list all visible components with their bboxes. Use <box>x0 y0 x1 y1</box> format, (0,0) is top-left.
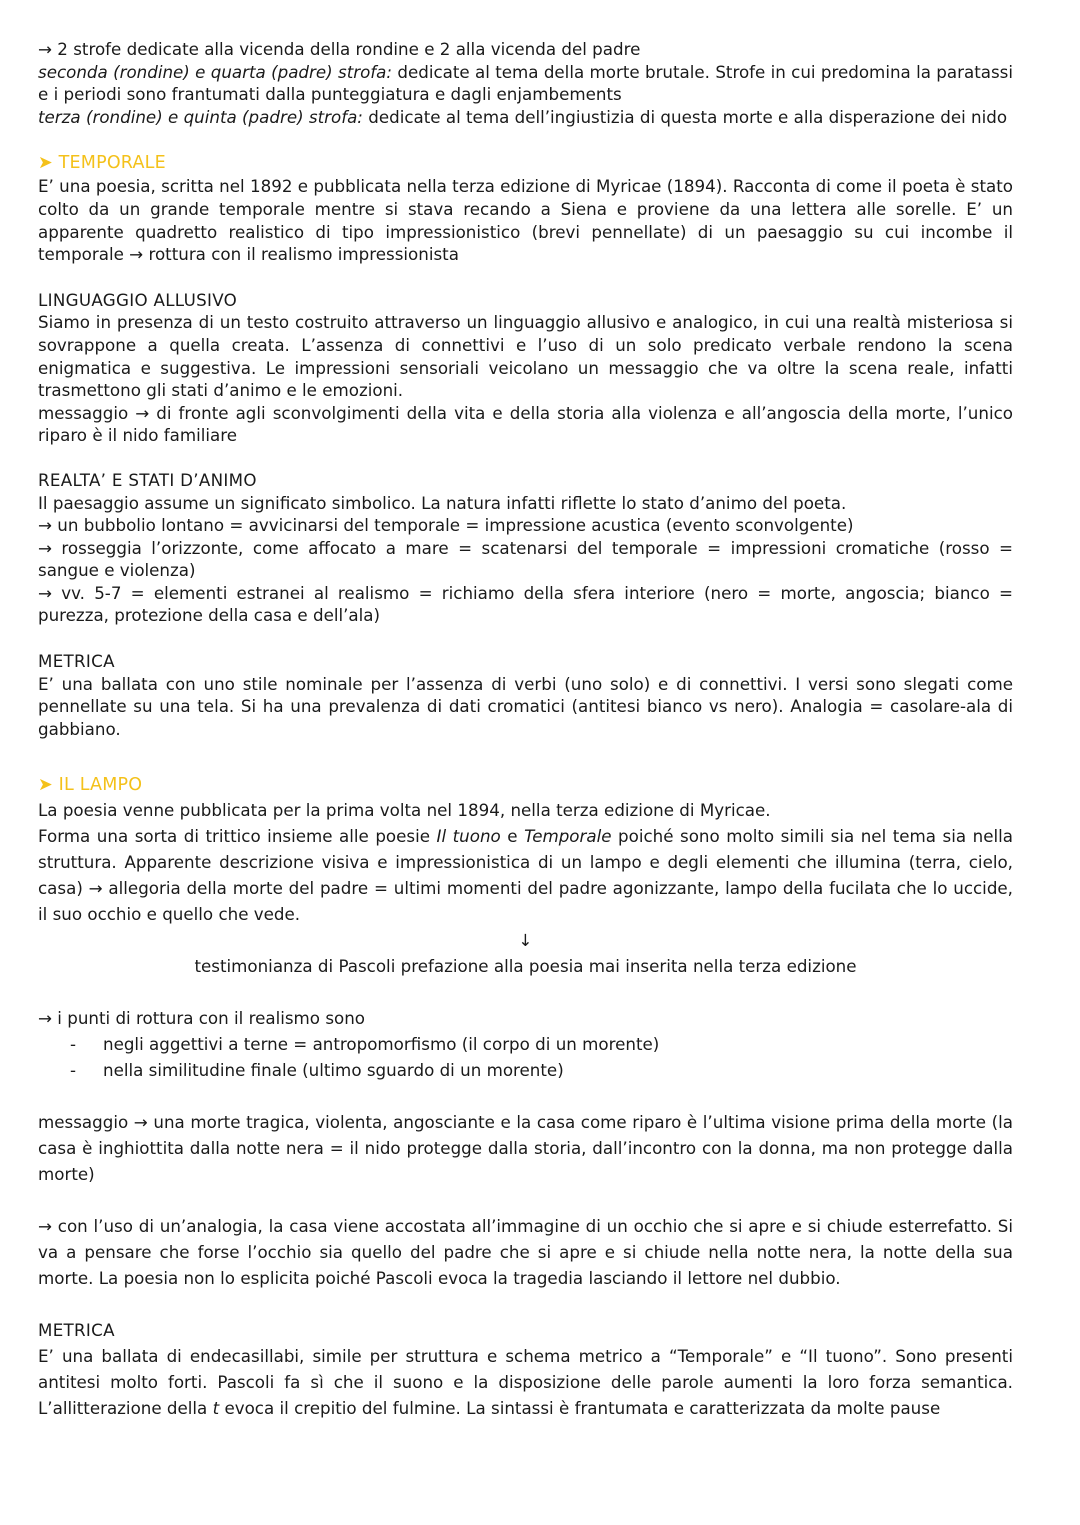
metrica-italic-t: t <box>212 1398 220 1419</box>
down-arrow: ↓ <box>518 930 533 951</box>
lampo-line1: La poesia venne pubblicata per la prima volta nel 1894, nella terza edizione di Myricae. <box>38 800 771 821</box>
metrica-text-b: evoca il crepitio del fulmine. La sintassi è frantumata e caratterizzata da molte pause <box>219 1398 941 1419</box>
testimonianza-line: testimonianza di Pascoli prefazione alla poesia mai inserita nella terza edizione <box>194 956 857 977</box>
realta-item-1: → un bubbolio lontano = avvicinarsi del temporale = impressione acustica (evento sconvolgente) <box>38 515 854 536</box>
strofe-2-4-label: seconda (rondine) e quarta (padre) strofa: <box>38 61 393 82</box>
list-item: - negli aggettivi a terne = antropomorfismo (il corpo di un morente) <box>38 1031 1013 1057</box>
trittico-text-c: poiché sono molto simili sia nel tema sia nella struttura. Apparente descrizione visiva e impressionistica di un lampo e degli elementi che illumina (terra, cielo, casa) → allegoria della morte del padre = ultimi momenti del padre agonizzante, lampo della fucilata che lo uccide, il suo occhio e quello che vede. <box>38 826 1013 925</box>
intro-line: → 2 strofe dedicate alla vicenda della rondine e 2 alla vicenda del padre <box>38 39 641 59</box>
temporale-messaggio: messaggio → di fronte agli sconvolgimenti della vita e della storia alla violenza e all’angoscia della morte, l’unico riparo è il nido familiare <box>38 402 1013 446</box>
strofe-3-5-text: dedicate al tema dell’ingiustizia di questa morte e alla disperazione dei nido <box>362 106 1008 127</box>
trittico-text-a: Forma una sorta di trittico insieme alle poesie <box>38 826 437 847</box>
lampo-heading: ➤ IL LAMPO <box>38 775 143 796</box>
realta-item-3: → vv. 5-7 = elementi estranei al realismo = richiamo della sfera interiore (nero = morte, angoscia; bianco = purezza, protezione della casa e dell’ala) <box>38 582 1013 626</box>
strofe-2-4-text: dedicate al tema della morte brutale. Strofe in cui predomina la paratassi e i periodi sono frantumati dalla punteggiatura e dagli enjambements <box>38 61 1013 105</box>
lampo-trittico <box>38 823 1013 927</box>
rottura-list <box>38 1031 1013 1083</box>
title-il-tuono: Il tuono <box>436 826 501 847</box>
temporale-heading: ➤ TEMPORALE <box>38 153 166 174</box>
strofe-3-5-label: terza (rondine) e quinta (padre) strofa: <box>38 106 363 127</box>
lampo-metrica-body <box>38 1343 1013 1421</box>
lampo-analogia: → con l’uso di un’analogia, la casa viene accostata all’immagine di un occhio che si apre e si chiude esterrefatto. Si va a pensare che forse l’occhio sia quello del padre che si apre e si chiude nella notte nera, la notte della sua morte. La poesia non lo esplicita poiché Pascoli evoca la tragedia lasciando il lettore nel dubbio. <box>38 1216 1013 1289</box>
document-page <box>38 38 1013 1421</box>
intro-strofe-2-4 <box>38 61 1013 106</box>
lampo-messaggio: messaggio → una morte tragica, violenta, angosciante e la casa come riparo è l’ultima visione prima della morte (la casa è inghiottita dalla notte nera = il nido protegge dalla storia, dall’incontro con la donna, ma non protegge dalla morte) <box>38 1112 1013 1185</box>
list-item: - nella similitudine finale (ultimo sguardo di un morente) <box>38 1057 1013 1083</box>
temporale-metrica-body: E’ una ballata con uno stile nominale per l’assenza di verbi (uno solo) e di connettivi. I versi sono slegati come pennellate su una tela. Si ha una prevalenza di dati cromatici (antitesi bianco vs nero). Analogia = casolare-ala di gabbiano. <box>38 673 1013 739</box>
rottura-line: → i punti di rottura con il realismo sono <box>38 1008 366 1029</box>
temporale-metrica-title: METRICA <box>38 651 115 672</box>
linguaggio-title: LINGUAGGIO ALLUSIVO <box>38 289 238 310</box>
temporale-body: E’ una poesia, scritta nel 1892 e pubblicata nella terza edizione di Myricae (1894). Racconta di come il poeta è stato colto da un grande temporale mentre si stava recando a Siena e proviene da una lettera alle sorelle. E’ un apparente quadretto realistico di tipo impressionistico (brevi pennellate) di un paesaggio su cui incombe il temporale → rottura con il realismo impressionista <box>38 176 1013 265</box>
title-temporale: Temporale <box>524 826 612 847</box>
metrica-text-a: E’ una ballata di endecasillabi, simile per struttura e schema metrico a “Temporale” e “Il tuono”. Sono presenti antitesi molto forti. Pascoli fa sì che il suono e la disposizione delle parole aumenti la loro forza semantica. L’allitterazione della <box>38 1346 1013 1419</box>
realta-item-2: → rosseggia l’orizzonte, come affocato a mare = scatenarsi del temporale = impressioni cromatiche (rosso = sangue e violenza) <box>38 537 1013 581</box>
linguaggio-body: Siamo in presenza di un testo costruito attraverso un linguaggio allusivo e analogico, in cui una realtà misteriosa si sovrappone a quella creata. L’assenza di connettivi e l’uso di un solo predicato verbale rendono la scena enigmatica e suggestiva. Le impressioni sensoriali veicolano un messaggio che va oltre la scena reale, infatti trasmettono gli stati d’animo e le emozioni. <box>38 312 1013 401</box>
intro-strofe-3-5 <box>38 106 1013 129</box>
realta-intro: Il paesaggio assume un significato simbolico. La natura infatti riflette lo stato d’animo del poeta. <box>38 492 847 513</box>
trittico-text-b: e <box>500 826 525 847</box>
lampo-metrica-title: METRICA <box>38 1320 115 1341</box>
realta-title: REALTA’ E STATI D’ANIMO <box>38 469 257 490</box>
